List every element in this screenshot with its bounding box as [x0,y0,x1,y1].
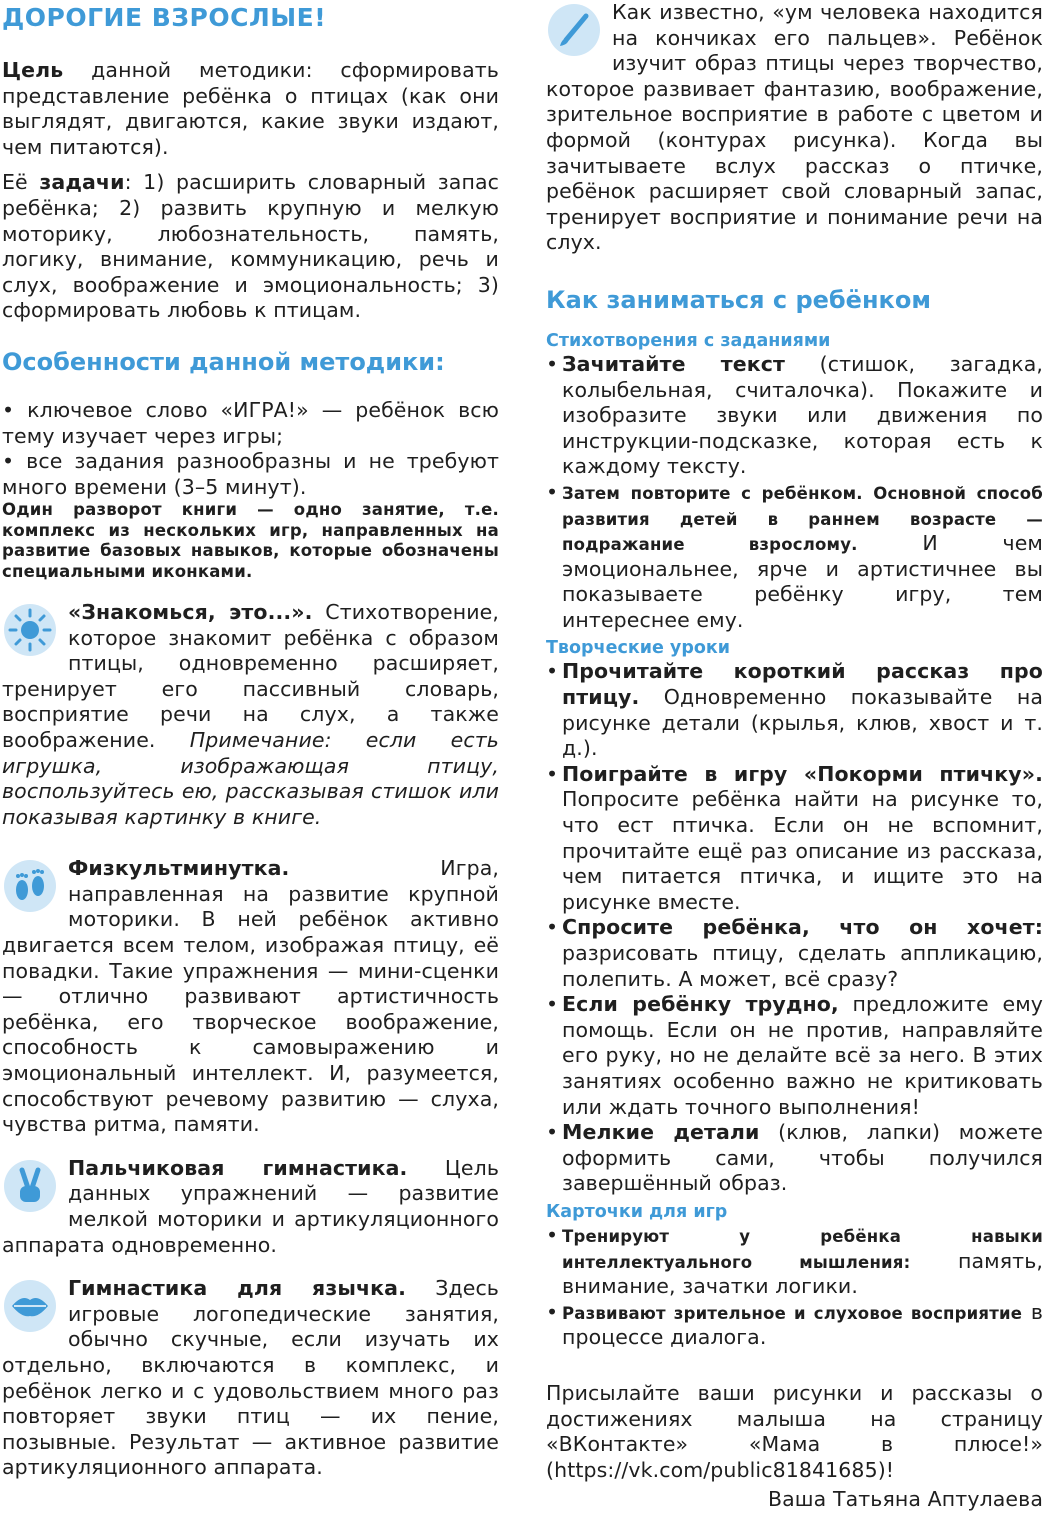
left-column [2,58,499,1481]
goal-label: Цель [2,58,64,82]
item-bold: Поиграйте в игру «Покорми птичку». [562,761,1043,786]
lips-text: Здесь игровые логопедические занятия, обычно скучные, если изучать их отдельно, включаются в комплекс, и ребёнок легко и с удовольствием много раз повторяет звуки птиц — их пение, позывные. Результат — активное развитие артикуляционного аппарата. [2,1276,499,1480]
list-item: • Мелкие детали (клюв, лапки) можете оформить сами, чтобы получился завершённый образ. [546,1120,1043,1196]
tasks-text: : 1) расширить словарный запас ребёнка; 2) развить крупную и мелкую моторику, любознательность, память, логику, внимание, коммуникацию, речь и слух, воображение и эмоциональность; 3) сформировать любовь к птицам. [2,170,499,323]
how-heading: Как заниматься с ребёнком [546,285,931,314]
list-item: • Зачитайте текст (стишок, загадка, колыбельная, считалочка). Покажите и изобразите звуки или движения по инструкции-подсказке, которая есть к каждому тексту. [546,351,1043,479]
list-item: • Затем повторите с ребёнком. Основной способ развития детей в раннем возрасте — подражание взрослому. И чем эмоциональнее, ярче и артистичнее вы показываете ребёнку игру, тем интереснее ему. [546,479,1043,632]
paintbrush-icon [546,2,602,58]
hand-paragraph [2,1156,499,1258]
item-text: Попросите ребёнка найти на рисунке то, что ест птичка. Если он не вспомнит, прочитайте ещё раз описание из рассказа, чем питается птичка, и ищите это на рисунке вместе. [562,787,1043,914]
icon-block-footprints [2,856,499,1138]
sun-label: «Знакомься, это...». [68,599,313,624]
item-bold: Затем повторите с ребёнком. Основной способ развития детей в раннем возрасте — подражание взрослому. [562,483,1043,555]
list-item: • Поиграйте в игру «Покорми птичку». Попросите ребёнка найти на рисунке то, что ест птичка. Если он не вспомнит, прочитайте ещё раз описание из рассказа, чем питается птичка, и ищите это на рисунке вместе. [546,761,1043,914]
footprints-paragraph [2,856,499,1138]
item-bold: Тренируют у ребёнка навыки интеллектуального мышления: [562,1226,1043,1272]
sun-note: Примечание: если есть игрушка, изображающая птицу, воспользуйтесь ею, рассказывая стишок или показывая картинку в книге. [2,727,499,829]
section-title: Стихотворения с заданиями [546,330,831,351]
signature: Ваша Татьяна Аптулаева [767,1487,1043,1512]
item-text: (стишок, загадка, колыбельная, считалочка). Покажите и изобразите звуки или движения по инструкции-подсказке, которая есть к каждому тексту. [562,351,1043,479]
section-cards [546,1201,1043,1351]
sun-paragraph [2,600,499,830]
feature-bold: Один разворот книги — одно занятие, т.е. комплекс из нескольких игр, направленных на развитие базовых навыков, которые обозначены специальными иконками. [2,500,499,581]
tasks-label: задачи [39,170,125,195]
section-list [546,1223,1043,1351]
section-poems [546,330,1043,634]
closing-paragraph: Присылайте ваши рисунки и рассказы о достижениях малыша на страницу «ВКонтакте» «Мама в плюсе!» (https://vk.com/public81841685)! [546,1380,1043,1482]
lips-paragraph [2,1276,499,1481]
item-text: Одновременно показывайте на рисунке детали (крылья, клюв, хвост и т. д.). [562,685,1043,761]
item-bold: Спросите ребёнка, что он хочет: [562,915,1043,940]
item-text: память, внимание, зачатки логики. [562,1248,1043,1299]
footprints-icon [2,858,58,914]
item-text: предложите ему помощь. Если он не против, направляйте его руку, но не делайте всё за него. В этих занятиях особенно важно не критиковать или ждать точного выполнения! [562,992,1043,1119]
item-bold: Развивают зрительное и слуховое восприятие [562,1303,1023,1323]
sun-icon [2,602,58,658]
section-list [546,659,1043,1196]
tasks-prefix: Её [2,170,40,195]
icon-block-sun [2,600,499,830]
item-bold: Прочитайте короткий рассказ про птицу. [562,659,1043,710]
item-text: И чем эмоциональнее, ярче и артистичнее вы показываете ребёнку игру, тем интереснее ему. [562,531,1043,632]
list-item: • Тренируют у ребёнка навыки интеллектуального мышления: память, внимание, зачатки логики. [546,1222,1043,1299]
item-text: в процессе диалога. [562,1299,1043,1350]
feature-1: • ключевое слово «ИГРА!» — ребёнок всю тему изучает через игры; [2,397,499,448]
hand-text: Цель данных упражнений — развитие мелкой моторики и артикуляционного аппарата одновременно. [2,1155,499,1257]
icon-block-lips [2,1276,499,1481]
sun-text: Стихотворение, которое знакомит ребёнка с образом птицы, одновременно расширяет, тренирует его пассивный словарь, восприятие речи на слух, а также воображение. [2,599,499,752]
list-item: • Развивают зрительное и слуховое восприятие в процессе диалога. [546,1299,1043,1350]
goal-paragraph [2,58,499,160]
feature-2: • все задания разнообразны и не требуют много времени (3–5 минут). [2,449,499,499]
section-title: Творческие уроки [546,638,731,659]
footprints-label: Физкультминутка. [68,856,290,881]
section-list [546,352,1043,634]
section-creative [546,637,1043,1196]
lips-label: Гимнастика для язычка. [68,1276,406,1301]
victory-hand-icon [2,1158,58,1214]
right-column [546,0,1043,1513]
lips-icon [2,1278,58,1334]
features-heading: Особенности данной методики: [2,347,445,376]
item-text: (клюв, лапки) можете оформить сами, чтобы получился завершённый образ. [562,1120,1043,1196]
page-title: ДОРОГИЕ ВЗРОСЛЫЕ! [2,3,327,32]
item-bold: Зачитайте текст [562,351,786,376]
list-item: • Если ребёнку трудно, предложите ему помощь. Если он не против, направляйте его руку, но не делайте всё за него. В этих занятиях особенно важно не критиковать или ждать точного выполнения! [546,992,1043,1119]
icon-block-hand [2,1156,499,1258]
list-item: • Спросите ребёнка, что он хочет: разрисовать птицу, сделать аппликацию, полепить. А может, всё сразу? [546,915,1043,991]
item-text: разрисовать птицу, сделать аппликацию, полепить. А может, всё сразу? [562,941,1043,991]
brush-paragraph: Как известно, «ум человека находится на кончиках его пальцев». Ребёнок изучит образ птицы через творчество, которое развивает фантазию, воображение, зрительное восприятие в работе с цветом и формой (контурах рисунка). Когда вы зачитываете вслух рассказ о птичке, ребёнок расширяет свой словарный запас, тренирует восприятие и понимание речи на слух. [546,0,1043,255]
hand-label: Пальчиковая гимнастика. [68,1155,408,1180]
item-bold: Если ребёнку трудно, [562,992,839,1017]
goal-text: данной методики: сформировать представление ребёнка о птицах (как они выглядят, двигаются, какие звуки издают, чем питаются). [2,58,499,159]
footprints-text: Игра, направленная на развитие крупной моторики. В ней ребёнок активно двигается всем телом, изображая птицу, её повадки. Такие упражнения — мини-сценки — отлично развивают артистичность ребёнка, его творческое воображение, способность к самовыражению и эмоциональный интеллект. И, разумеется, способствуют речевому развитию — слуха, чувства ритма, памяти. [2,856,499,1137]
item-bold: Мелкие детали [562,1120,760,1145]
tasks-paragraph [2,170,499,324]
list-item: • Прочитайте короткий рассказ про птицу. Одновременно показывайте на рисунке детали (крылья, клюв, хвост и т. д.). [546,659,1043,761]
icon-block-brush [546,0,1043,256]
section-title: Карточки для игр [546,1201,728,1222]
